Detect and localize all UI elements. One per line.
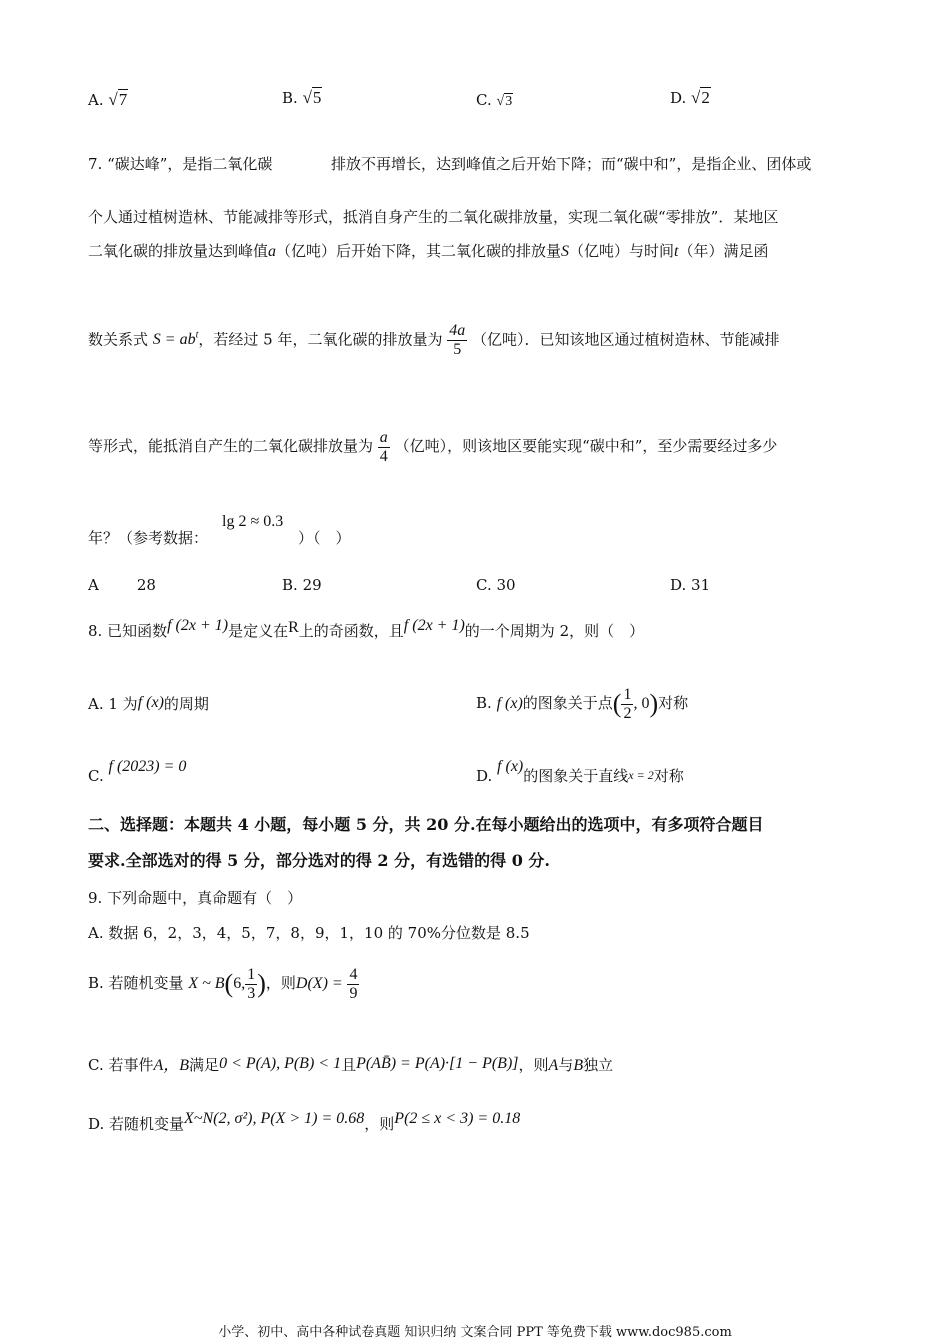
fraction-1-3: $\frac{1}{3}$ <box>247 965 256 1002</box>
q7-line-4: 数关系式 $S = ab^t$，若经过 5 年，二氧化碳的排放量为 $\frac{4a}{5}$ （亿吨）．已知该地区通过植树造林、节能减排 <box>88 321 780 358</box>
fraction-1-2: $\frac{1}{2}$ <box>623 685 632 722</box>
page-footer: 小学、初中、高中各种试卷真题 知识归纳 文案合同 PPT 等免费下载 www.doc985.com <box>218 1325 732 1340</box>
q6-option-a: A. √7 <box>88 90 128 109</box>
sqrt-3: √3 <box>496 94 513 109</box>
q7-line-3: 二氧化碳的排放量达到峰值a（亿吨）后开始下降，其二氧化碳的排放量S（亿吨）与时间t（年）满足函 <box>88 242 769 260</box>
q7-option-b: B. 29 <box>282 576 322 594</box>
q9-option-b: B. 若随机变量 X ~ B(6, $\frac{1}{3}$ )，则D(X) = $\frac{4}{9}$ <box>88 965 358 1002</box>
q9-option-d: D. 若随机变量X~N(2, σ²), P(X > 1) = 0.68，则P(2 ≤ x < 3) = 0.18 <box>88 1110 521 1133</box>
q6-option-b: B. √5 <box>282 88 322 107</box>
section-2-heading-line-1: 二、选择题：本题共 4 小题，每小题 5 分，共 20 分.在每小题给出的选项中，有多项符合题目 <box>88 815 764 834</box>
q7-line-6b: ）（ ） <box>298 529 351 547</box>
formula-s-abt: $S = ab^t$ <box>152 330 199 349</box>
q8-option-c: C. f (2023) = 0 <box>88 758 187 785</box>
sqrt-7: √7 <box>108 90 128 109</box>
sqrt-5: √5 <box>302 88 322 107</box>
q8-stem: 8. 已知函数f (2x + 1)是定义在R上的奇函数，且f (2x + 1)的一个周期为 2，则（ ） <box>88 617 645 640</box>
q7-option-d: D. 31 <box>670 576 711 594</box>
q7-line-5: 等形式，能抵消自产生的二氧化碳排放量为 $\frac{a}{4}$ （亿吨），则该地区要能实现“碳中和”，至少需要经过多少 <box>88 428 778 465</box>
section-2-heading-line-2: 要求.全部选对的得 5 分，部分选对的得 2 分，有选错的得 0 分. <box>88 851 550 870</box>
q9-option-a: A. 数据 6，2，3，4，5，7，8，9，1，10 的 70%分位数是 8.5 <box>88 924 530 942</box>
q6-option-c: C. √3 <box>476 91 513 109</box>
q6-option-d: D. √2 <box>670 88 710 107</box>
q9-stem: 9. 下列命题中，真命题有（ ） <box>88 889 303 907</box>
q7-line-2: 个人通过植树造林、节能减排等形式，抵消自身产生的二氧化碳排放量，实现二氧化碳“零排放”．某地区 <box>88 208 779 226</box>
sqrt-2: √2 <box>691 88 710 107</box>
q8-option-d: D. f (x)的图象关于直线x = 2对称 <box>476 758 684 785</box>
q7-line-1b: 排放不再增长，达到峰值之后开始下降；而“碳中和”，是指企业、团体或 <box>331 155 812 173</box>
fraction-4a-5: $\frac{4a}{5}$ <box>449 321 466 358</box>
q8-option-b: B. f (x)的图象关于点( $\frac{1}{2}$ , 0)对称 <box>476 685 689 722</box>
q8-option-a: A. 1 为f (x)的周期 <box>88 694 209 713</box>
q7-reference-data: lg 2 ≈ 0.3 <box>222 513 284 530</box>
q7-line-6a: 年？（参考数据： <box>88 529 209 547</box>
fraction-a-4: $\frac{a}{4}$ <box>379 428 388 465</box>
q7-option-a: A 28 <box>88 576 156 594</box>
fraction-4-9: $\frac{4}{9}$ <box>349 965 358 1002</box>
q7-option-c: C. 30 <box>476 576 516 594</box>
q7-line-1a: 7. “碳达峰”，是指二氧化碳 <box>88 155 273 173</box>
q9-option-c: C. 若事件A，B满足0 < P(A), P(B) < 1且P(AB̄) = P(A)·[1 − P(B)]，则A与B独立 <box>88 1055 614 1074</box>
